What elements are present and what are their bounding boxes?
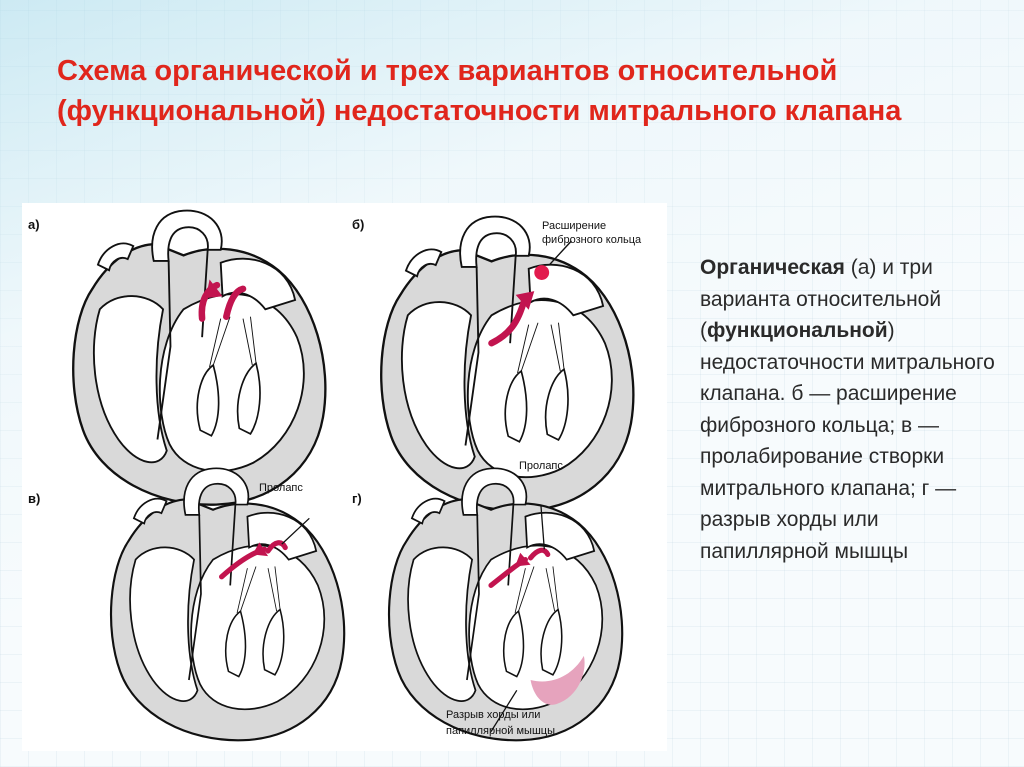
panel-v-letter: в) (28, 491, 41, 506)
panel-b-letter: б) (352, 217, 365, 232)
prolapse-label-g: Пролапс (519, 460, 563, 472)
chord-rupture-label-2: папиллярной мышцы (446, 725, 555, 737)
figure-caption (700, 252, 1000, 567)
prolapse-label-v: Пролапс (259, 482, 303, 494)
heart-diagrams (22, 203, 667, 751)
panel-a (28, 211, 325, 505)
caption-term: Органическая (700, 256, 845, 279)
caption-emph: функциональной (707, 319, 888, 342)
chord-rupture-label-1: Разрыв хорды или (446, 709, 541, 721)
slide-title: Схема органической и трех вариантов относительной (функциональной) недостаточности митрального клапана (57, 55, 902, 127)
heart-figure (22, 203, 667, 751)
fibrous-ring-marker (534, 265, 549, 280)
panel-b (352, 217, 642, 511)
panel-v (28, 468, 344, 740)
caption-part1: (а) и три варианта относительной ( (700, 256, 942, 342)
fibrous-ring-label-1: Расширение (542, 220, 607, 232)
panel-a-letter: а) (28, 217, 40, 232)
fibrous-ring-label-2: фиброзного кольца (542, 234, 642, 246)
panel-g-letter: г) (352, 491, 362, 506)
caption-part2: ) недостаточности митрального клапана. б — расширение фиброзного кольца; в — пролабирование створки митрального клапана; г — разрыв хорды или папиллярной мышцы (700, 319, 995, 563)
